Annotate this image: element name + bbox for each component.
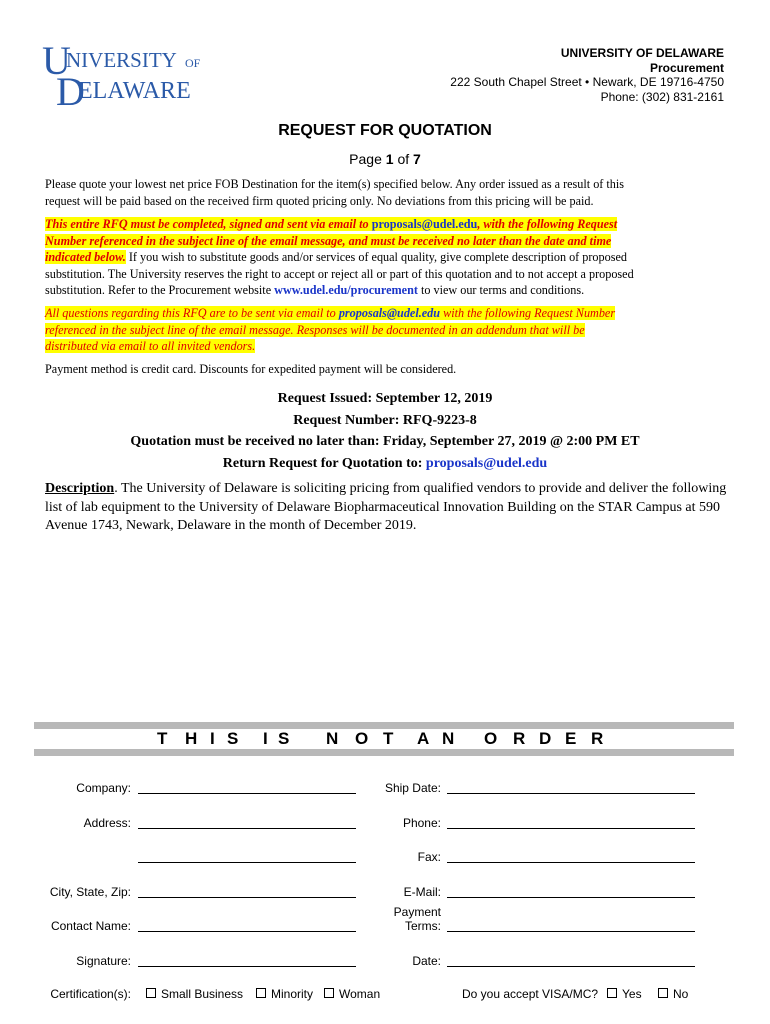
date-field[interactable]	[447, 966, 695, 967]
header-address-block	[450, 46, 724, 104]
email-field[interactable]	[447, 897, 695, 898]
visa-yes[interactable]: Yes	[607, 987, 642, 1001]
email-link[interactable]: proposals@udel.edu	[371, 217, 478, 231]
address-field-2[interactable]	[138, 862, 356, 863]
visa-no[interactable]: No	[658, 987, 688, 1001]
address-label: Address:	[83, 816, 131, 830]
logo-university: NIVERSITY	[66, 48, 177, 72]
return-line: Return Request for Quotation to: proposals@udel.edu	[222, 455, 548, 471]
cert-small-business[interactable]: Small Business	[146, 987, 243, 1001]
request-deadline: Quotation must be received no later than: Friday, September 27, 2019 @ 2:00 PM ET	[130, 434, 640, 449]
contact-field[interactable]	[138, 931, 356, 932]
header-dept: Procurement	[649, 60, 724, 75]
address-field[interactable]	[138, 828, 356, 829]
date-label: Date:	[412, 954, 441, 968]
email-label: E-Mail:	[403, 885, 441, 899]
visa-question: Do you accept VISA/MC?	[462, 987, 599, 1001]
ship-date-label: Ship Date:	[384, 781, 441, 795]
phone-field[interactable]	[447, 828, 695, 829]
email-link-2[interactable]: proposals@udel.edu	[338, 306, 441, 320]
signature-label: Signature:	[76, 954, 131, 968]
procurement-link[interactable]: www.udel.edu/procurement	[274, 283, 418, 297]
certification-label: Certification(s):	[50, 987, 131, 1001]
signature-field[interactable]	[138, 966, 356, 967]
logo-delaware: ELAWARE	[78, 78, 191, 104]
logo-big-u: U	[42, 42, 71, 83]
checkbox-woman[interactable]	[324, 988, 334, 998]
city-label: City, State, Zip:	[49, 885, 131, 899]
checkbox-no[interactable]	[658, 988, 668, 998]
request-info	[0, 388, 770, 474]
university-logo	[42, 42, 222, 108]
ship-date-field[interactable]	[447, 793, 695, 794]
page-number: Page 1 of 7	[349, 151, 421, 167]
questions-paragraph: All questions regarding this RFQ are to be sent via email to proposals@udel.edu with the following Request Number referenced in the subject line of the email message. Responses will be documented in an addendum that will be distributed via email to all invited vendors.	[45, 306, 616, 353]
return-email-link[interactable]: proposals@udel.edu	[425, 455, 548, 471]
submission-paragraph: This entire RFQ must be completed, signed and sent via email to proposals@udel.edu, with the following Request Number referenced in the subject line of the email message, and must be received no later than the date and time indicated below. If you wish to substitute goods and/or services of equal quality, give complete description of proposed substitution. The University reserves the right to accept or reject all or part of this quotation and to not accept a proposed substitution. Refer to the Procurement website www.udel.edu/procurement to view our terms and conditions.	[45, 217, 634, 297]
payment-terms-field[interactable]	[447, 931, 695, 932]
company-field[interactable]	[138, 793, 356, 794]
header-address: 222 South Chapel Street • Newark, DE 19716-4750	[450, 75, 724, 89]
fax-field[interactable]	[447, 862, 695, 863]
payment-terms-label: Payment Terms:	[393, 905, 441, 933]
logo-of: OF	[185, 56, 201, 70]
checkbox-small-business[interactable]	[146, 988, 156, 998]
checkbox-yes[interactable]	[607, 988, 617, 998]
contact-label: Contact Name:	[50, 919, 131, 933]
header-phone: Phone: (302) 831-2161	[600, 89, 724, 104]
request-number: Request Number: RFQ-9223-8	[293, 412, 477, 428]
header-org: UNIVERSITY OF DELAWARE	[560, 46, 724, 60]
page-title: REQUEST FOR QUOTATION	[278, 122, 492, 139]
ud-logo-graphic	[42, 42, 222, 108]
checkbox-minority[interactable]	[256, 988, 266, 998]
logo-big-d: D	[56, 69, 85, 108]
band-bottom	[34, 749, 734, 756]
payment-note: Payment method is credit card. Discounts for expedited payment will be considered.	[45, 362, 457, 376]
cert-woman[interactable]: Woman	[324, 987, 380, 1001]
request-issued: Request Issued: September 12, 2019	[277, 391, 493, 406]
cert-minority[interactable]: Minority	[256, 987, 313, 1001]
not-an-order-banner: T H I S I S N O T A N O R D E R	[157, 729, 604, 748]
intro-paragraph: Please quote your lowest net price FOB Destination for the item(s) specified below. Any order issued as a result of this request will be paid based on the received firm quoted pricing only. No deviations from this pricing will be paid.	[45, 177, 624, 208]
phone-label: Phone:	[402, 816, 441, 830]
city-field[interactable]	[138, 897, 356, 898]
description-paragraph: Description. The University of Delaware is soliciting pricing from qualified vendors to provide and deliver the following list of lab equipment to the University of Delaware Biopharmaceutical Innovation Building on the STAR Campus at 590 Avenue 1743, Newark, Delaware in the month of December 2019.	[45, 481, 727, 533]
company-label: Company:	[76, 781, 131, 795]
fax-label: Fax:	[417, 850, 441, 864]
